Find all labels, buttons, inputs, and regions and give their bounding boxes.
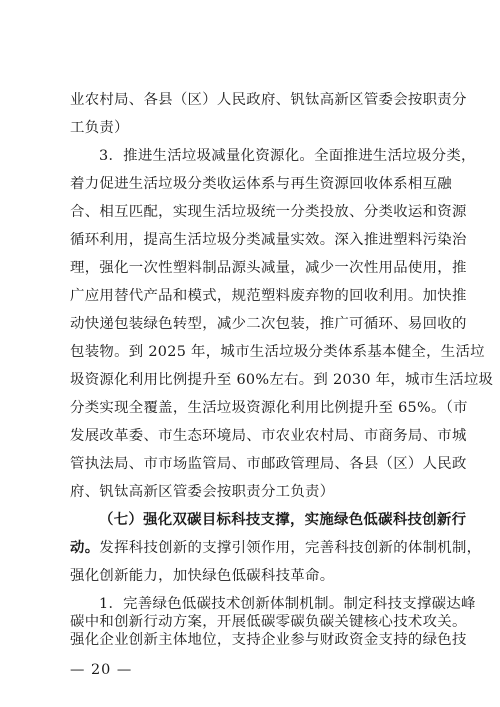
text-line: 动快递包装绿色转型，减少二次包装，推广可循环、易回收的 [70,316,467,332]
text-line: 业农村局、各县（区）人民政府、钒钛高新区管委会按职责分 [70,92,467,108]
section-heading-7-continuation [70,538,481,558]
text-line: 分类实现全覆盖，生活垃圾资源化利用比例提升至 65%。（市 [70,400,468,416]
text-line: 包装物。到 2025 年，城市生活垃圾分类体系基本健全，生活垃 [70,344,485,360]
text-line: 圾资源化利用比例提升至 60%左右。到 2030 年，城市生活垃圾 [70,372,494,388]
text-line: 强化企业创新主体地位，支持企业参与财政资金支持的绿色技 [70,632,467,648]
text-line: 碳中和创新行动方案，开展低碳零碳负碳关键核心技术攻关。 [70,614,467,630]
text-line: 管执法局、市市场监管局、市邮政管理局、各县（区）人民政 [70,456,467,472]
section-heading-7-tail: 动。 [70,539,100,556]
text-line: 理，强化一次性塑料制品源头减量，减少一次性用品使用，推 [70,260,467,276]
text-line: 循环利用，提高生活垃圾分类减量实效。深入推进塑料污染治 [70,232,467,248]
section-item-3-first-line: 3．推进生活垃圾减量化资源化。全面推进生活垃圾分类， [99,148,476,164]
text-line: 着力促进生活垃圾分类收运体系与再生资源回收体系相互融 [70,176,452,192]
text-line: 合、相互匹配，实现生活垃圾统一分类投放、分类收运和资源 [70,204,467,220]
section-item-1-first-line: 1．完善绿色低碳技术创新体制机制。制定科技支撑碳达峰 [99,596,476,612]
page-number: — 20 — [70,662,133,678]
text-segment: 发挥科技创新的支撑引领作用，完善科技创新的体制机制， [99,540,482,556]
text-line: 发展改革委、市生态环境局、市农业农村局、市商务局、市城 [70,428,467,444]
section-heading-7: （七）强化双碳目标科技支撑，实施绿色低碳科技创新行 [99,511,467,528]
text-line: 府、钒钛高新区管委会按职责分工负责） [70,484,335,500]
text-line: 广应用替代产品和模式，规范塑料废弃物的回收利用。加快推 [70,288,467,304]
text-line: 强化创新能力，加快绿色低碳科技革命。 [70,568,335,584]
text-line: 工负责） [70,120,129,136]
